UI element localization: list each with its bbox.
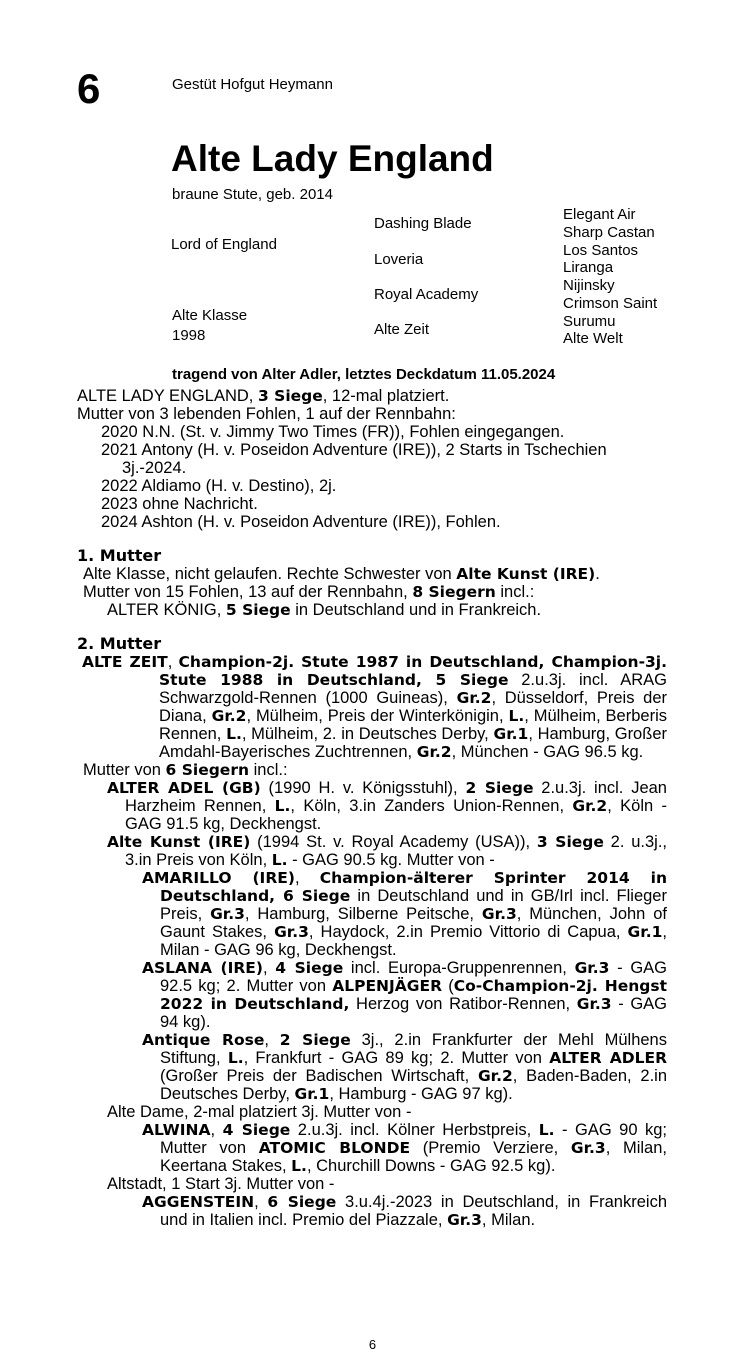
wins: 2 Siege (279, 1031, 351, 1049)
text: , Milan. (481, 1211, 536, 1229)
grade: L. (508, 707, 525, 725)
bold-name: Alte Kunst (IRE) (107, 833, 251, 851)
text: in Deutschland und in Frankreich. (290, 601, 542, 619)
pedigree-ancestor: Crimson Saint (563, 295, 658, 312)
first-dam-heading: 1. Mutter (77, 546, 162, 565)
text: incl. Europa-Gruppenrennen, (343, 959, 575, 977)
text: , Frankfurt - GAG 89 kg; 2. Mutter von (243, 1049, 550, 1067)
text: , Hamburg, Silberne Peitsche, (244, 905, 482, 923)
pedigree-ancestor: Elegant Air (563, 206, 636, 223)
text: incl.: (249, 761, 288, 779)
text: - GAG 94 kg). (160, 995, 668, 1031)
text: 3.u.4j.-2023 in Deutschland, in Frankreich und in Italien incl. Premio del Piazzale, (160, 1193, 667, 1229)
grade: Gr.3 (574, 959, 610, 977)
first-dam-line (77, 565, 667, 583)
produce-entry: AGGENSTEIN, 6 Siege 3.u.4j.-2023 in Deutschland, in Frankreich und in Italien incl. Premio del Piazzale, Gr.3, Milan. (142, 1193, 667, 1229)
grade: Gr.3 (447, 1211, 482, 1229)
pedigree-ancestor: Surumu (563, 313, 616, 330)
catalogue-text (77, 387, 667, 1229)
produce-entry: Altstadt, 1 Start 3j. Mutter von - (107, 1175, 335, 1193)
bold-name: ALTE ZEIT (82, 653, 168, 671)
horse-name-caps: ALTE LADY ENGLAND (77, 387, 249, 405)
text: Mutter von (83, 761, 166, 779)
foal-entry: 2023 ohne Nachricht. (101, 495, 258, 513)
text: (1990 H. v. Königsstuhl), (260, 779, 466, 797)
text: , Churchill Downs - GAG 92.5 kg). (306, 1157, 556, 1175)
bold-name: Alte Kunst (IRE) (456, 565, 596, 583)
wins: 3 Siege (257, 387, 323, 405)
pedigree-sire: Lord of England (171, 236, 277, 253)
text: Mutter von 15 Fohlen, 13 auf der Rennbahn, (83, 583, 413, 601)
text: 2.u.3j. incl. ARAG Schwarzgold-Rennen (1000 Guineas), (159, 671, 667, 707)
text: , Mülheim, Preis der Winterkönigin, (246, 707, 509, 725)
lot-number: 6 (77, 65, 101, 112)
grade: Gr.3 (210, 905, 245, 923)
second-dam-record: ALTE ZEIT, Champion-2j. Stute 1987 in Deutschland, Champion-3j. Stute 1988 in Deutschland, 5 Siege 2.u.3j. incl. ARAG Schwarzgold-Rennen (1000 Guineas), Gr.2, Düsseldorf, Preis der Diana, Gr.2, Mülheim, Preis der Winterkönigin, L., Mülheim, Berberis Rennen, L., Mülheim, 2. in Deutsches Derby, Gr.1, Hamburg, Großer Amdahl-Bayerisches Zuchtrennen, Gr.2, München - GAG 96.5 kg. (82, 653, 668, 761)
grade: Gr.1 (294, 1085, 330, 1103)
pedigree-ancestor: Sharp Castan (563, 224, 655, 241)
text: , Milan, Keertana Stakes, (160, 1139, 667, 1175)
grade: L. (538, 1121, 555, 1139)
pedigree-dam-dam: Alte Zeit (374, 321, 430, 338)
produce-entry: AMARILLO (IRE), Champion-älterer Sprinter 2014 in Deutschland, 6 Siege in Deutschland und in GB/Irl incl. Flieger Preis, Gr.3, Hamburg, Silberne Peitsche, Gr.3, München, John of Gaunt Stakes, Gr.3, Haydock, 2.in Premio Vittorio di Capua, Gr.1, Milan - GAG 96 kg, Deckhengst. (142, 869, 667, 959)
text: - GAG 90 kg; Mutter von (160, 1121, 668, 1157)
foal-entry: 2024 Ashton (H. v. Poseidon Adventure (IRE)), Fohlen. (101, 513, 501, 531)
wins: 3 Siege (536, 833, 604, 851)
covering-info: tragend von Alter Adler, letztes Deckdatum 11.05.2024 (172, 366, 556, 383)
grade: Gr.3 (570, 1139, 606, 1157)
wins: 2 Siege (465, 779, 534, 797)
produce-entry: Alte Dame, 2-mal platziert 3j. Mutter von - (107, 1103, 412, 1121)
bold-name: Co-Champion-2j. Hengst 2022 in Deutschland, (160, 977, 667, 1013)
bold-name: ASLANA (IRE) (142, 959, 263, 977)
text: , Köln, 3.in Zanders Union-Rennen, (290, 797, 573, 815)
foal-entry: 2020 N.N. (St. v. Jimmy Two Times (FR)), Fohlen eingegangen. (101, 423, 565, 441)
pedigree-ancestor: Liranga (563, 259, 614, 276)
produce-entry (77, 833, 667, 869)
text: in Deutschland und in GB/Irl incl. Flieger Preis, (160, 887, 667, 923)
text: , Mülheim, 2. in Deutsches Derby, (241, 725, 494, 743)
breeder: Gestüt Hofgut Heymann (172, 76, 333, 93)
text: - GAG 92.5 kg; 2. Mutter von (160, 959, 668, 995)
bold-name: ALTER ADEL (GB) (107, 779, 261, 797)
bold-name: ATOMIC BLONDE (258, 1139, 411, 1157)
text: , Milan - GAG 96 kg, Deckhengst. (160, 923, 667, 959)
text: , München, John of Gaunt Stakes, (160, 905, 667, 941)
bold-name: Champion-älterer Sprinter 2014 in Deutschland, 6 Siege (160, 869, 667, 905)
grade: L. (226, 725, 242, 743)
bold-name: AMARILLO (IRE) (142, 869, 295, 887)
grade: Gr.2 (572, 797, 608, 815)
bold-name: ALPENJÄGER (332, 977, 443, 995)
text: ALTER KÖNIG, (107, 601, 226, 619)
text: , Haydock, 2.in Premio Vittorio di Capua, (308, 923, 628, 941)
text: 2. u.3j., 3.in Preis von Köln, (125, 833, 668, 869)
grade: Gr.2 (456, 689, 492, 707)
race-record: ALTE LADY ENGLAND, 3 Siege, 12-mal platziert. (77, 387, 450, 405)
bold-name: 8 Siegern (412, 583, 496, 601)
grade: L. (271, 851, 288, 869)
pedigree-dam-year: 1998 (172, 327, 206, 344)
bold-name: Antique Rose (142, 1031, 265, 1049)
wins: 4 Siege (222, 1121, 291, 1139)
wins: 4 Siege (275, 959, 344, 977)
bold-name: AGGENSTEIN (142, 1193, 255, 1211)
first-dam-produce (77, 601, 667, 619)
text: , Köln - GAG 91.5 kg, Deckhengst. (125, 797, 667, 833)
text: , München - GAG 96.5 kg. (451, 743, 644, 761)
pedigree-sire-dam: Loveria (374, 251, 424, 268)
text: , Hamburg - GAG 97 kg). (329, 1085, 513, 1103)
produce-entry: Antique Rose, 2 Siege 3j., 2.in Frankfurter der Mehl Mülhens Stiftung, L., Frankfurt - GAG 89 kg; 2. Mutter von ALTER ADLER (Großer Preis der Badischen Wirtschaft, Gr.2, Baden-Baden, 2.in Deutsches Derby, Gr.1, Hamburg - GAG 97 kg). (142, 1031, 668, 1103)
page-number: 6 (368, 1337, 377, 1352)
bold-name: 6 Siegern (165, 761, 250, 779)
text: (1994 St. v. Royal Academy (USA)), (250, 833, 537, 851)
text: . (595, 565, 600, 583)
text: incl.: (495, 583, 535, 601)
grade: Gr.1 (627, 923, 663, 941)
pedigree-ancestor: Los Santos (563, 242, 639, 259)
foal-entry: 2021 Antony (H. v. Poseidon Adventure (IRE)), 2 Starts in Tschechien 3j.-2024. (101, 441, 607, 477)
bold-name: 5 Siege (225, 601, 291, 619)
grade: L. (227, 1049, 244, 1067)
bold-name: ALWINA (142, 1121, 211, 1139)
grade: L. (291, 1157, 307, 1175)
horse-description: braune Stute, geb. 2014 (172, 186, 333, 203)
grade: Gr.1 (493, 725, 529, 743)
produce-entry: ALWINA, 4 Siege 2.u.3j. incl. Kölner Herbstpreis, L. - GAG 90 kg; Mutter von ATOMIC BLONDE (Premio Verziere, Gr.3, Milan, Keertana Stakes, L., Churchill Downs - GAG 92.5 kg). (142, 1121, 668, 1175)
foal-entry: 2022 Aldiamo (H. v. Destino), 2j. (101, 477, 337, 495)
second-dam-heading: 2. Mutter (77, 634, 162, 653)
text: , Düsseldorf, Preis der Diana, (159, 689, 668, 725)
text: (Premio Verziere, (410, 1139, 571, 1157)
text: - GAG 90.5 kg. Mutter von - (287, 851, 495, 869)
text: 2.u.3j. incl. Jean Harzheim Rennen, (125, 779, 667, 815)
pedigree-dam-sire: Royal Academy (374, 286, 479, 303)
text: Alte Klasse, nicht gelaufen. Rechte Schwester von (83, 565, 457, 583)
pedigree-ancestor: Nijinsky (563, 277, 615, 294)
bold-name: ALTER ADLER (549, 1049, 668, 1067)
text: , Mülheim, Berberis Rennen, (159, 707, 667, 743)
pedigree-dam: Alte Klasse (172, 307, 248, 324)
text: (Großer Preis der Badischen Wirtschaft, (160, 1067, 478, 1085)
grade: L. (274, 797, 291, 815)
text: 2.u.3j. incl. Kölner Herbstpreis, (290, 1121, 539, 1139)
text: , Baden-Baden, 2.in Deutsches Derby, (160, 1067, 667, 1103)
text: , Hamburg, Großer Amdahl-Bayerisches Zuchtrennen, (159, 725, 667, 761)
grade: Gr.2 (211, 707, 247, 725)
produce-entry (77, 779, 667, 833)
pedigree-sire-sire: Dashing Blade (374, 215, 472, 232)
record-text: , 12-mal platziert. (322, 387, 450, 405)
bold-name: Champion-2j. Stute 1987 in Deutschland, Champion-3j. Stute 1988 in Deutschland, 5 Siege (159, 653, 667, 689)
foal-summary: Mutter von 3 lebenden Fohlen, 1 auf der Rennbahn: (77, 405, 456, 423)
second-dam-produce-intro (77, 761, 667, 779)
horse-name: Alte Lady England (171, 138, 494, 179)
text: 3j., 2.in Frankfurter der Mehl Mülhens Stiftung, (160, 1031, 667, 1067)
produce-entry: ASLANA (IRE), 4 Siege incl. Europa-Gruppenrennen, Gr.3 - GAG 92.5 kg; 2. Mutter von ALPENJÄGER (Co-Champion-2j. Hengst 2022 in Deutschland, Herzog von Ratibor-Rennen, Gr.3 - GAG 94 kg). (142, 959, 668, 1031)
wins: 6 Siege (267, 1193, 337, 1211)
grade: Gr.2 (477, 1067, 513, 1085)
pedigree-ancestor: Alte Welt (563, 330, 623, 347)
grade: Gr.3 (576, 995, 612, 1013)
text: Herzog von Ratibor-Rennen, (349, 995, 577, 1013)
grade: Gr.2 (416, 743, 452, 761)
grade: Gr.3 (274, 923, 309, 941)
grade: Gr.3 (481, 905, 517, 923)
first-dam-line (77, 583, 667, 601)
